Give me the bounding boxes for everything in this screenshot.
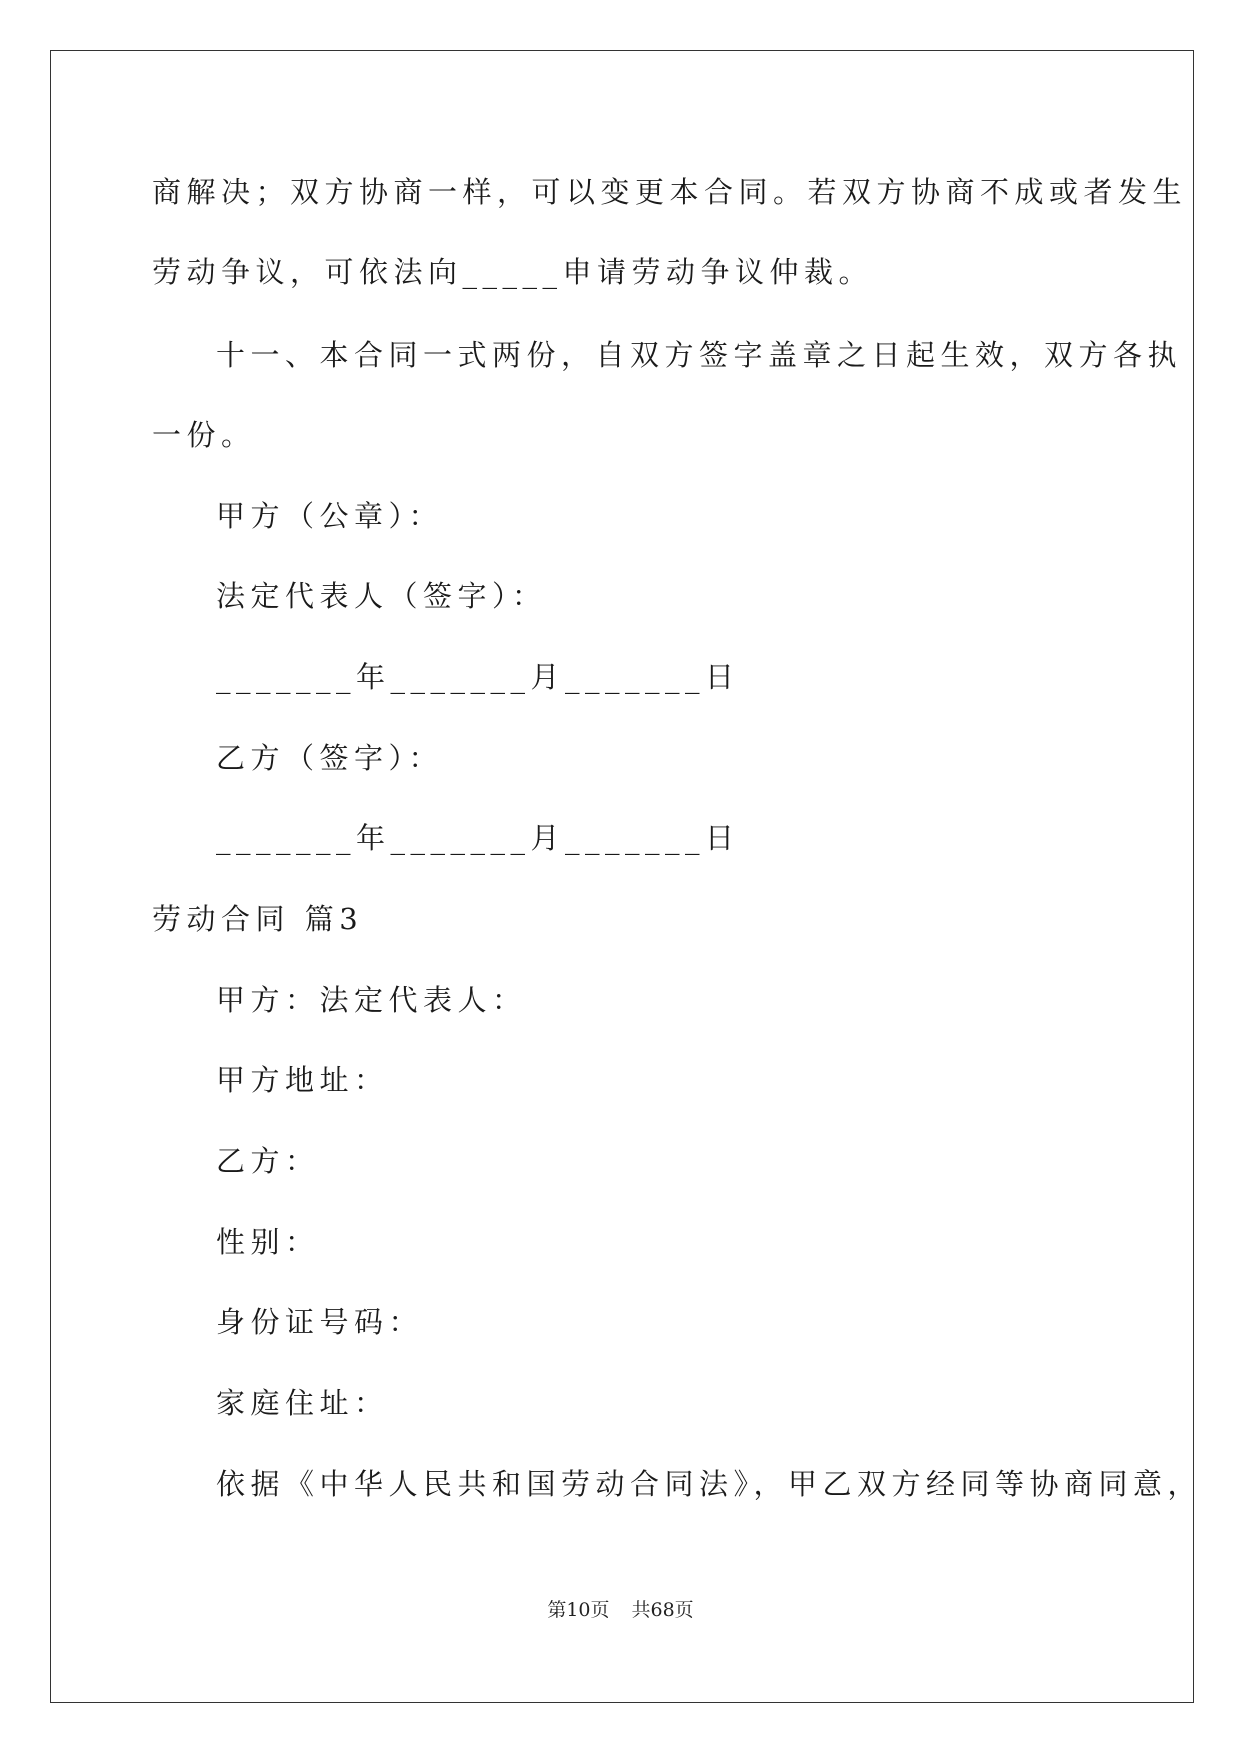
legal-rep-signature-line: 法定代表人（签字）： [216,579,547,613]
party-b-signature-line: 乙方（签字）： [216,741,444,775]
date-line: _______年_______月_______日 [216,660,740,694]
paragraph-line: 劳动争议，可依法向_____申请劳动争议仲裁。 [152,255,874,289]
field-line: 身份证号码： [216,1305,424,1339]
paragraph-line: 一份。 [152,418,256,452]
date-line: _______年_______月_______日 [216,821,740,855]
page-number: 第10页 [547,1599,610,1621]
field-line: 乙方： [216,1144,320,1178]
field-line: 甲方地址： [216,1063,389,1097]
field-line: 家庭住址： [216,1386,389,1420]
page-footer [0,1598,1241,1622]
field-line: 甲方：法定代表人： [216,983,527,1017]
party-a-seal-line: 甲方（公章）： [216,499,444,533]
paragraph-line: 商解决；双方协商一样，可以变更本合同。若双方协商不成或者发生 [152,175,1188,209]
page-frame [50,50,1194,1703]
paragraph-line: 依据《中华人民共和国劳动合同法》，甲乙双方经同等协商同意， [216,1467,1203,1501]
paragraph-line: 十一、本合同一式两份，自双方签字盖章之日起生效，双方各执 [216,338,1183,372]
field-line: 性别： [216,1225,320,1259]
section-heading: 劳动合同 篇3 [152,902,364,936]
page-total: 共68页 [631,1599,694,1621]
